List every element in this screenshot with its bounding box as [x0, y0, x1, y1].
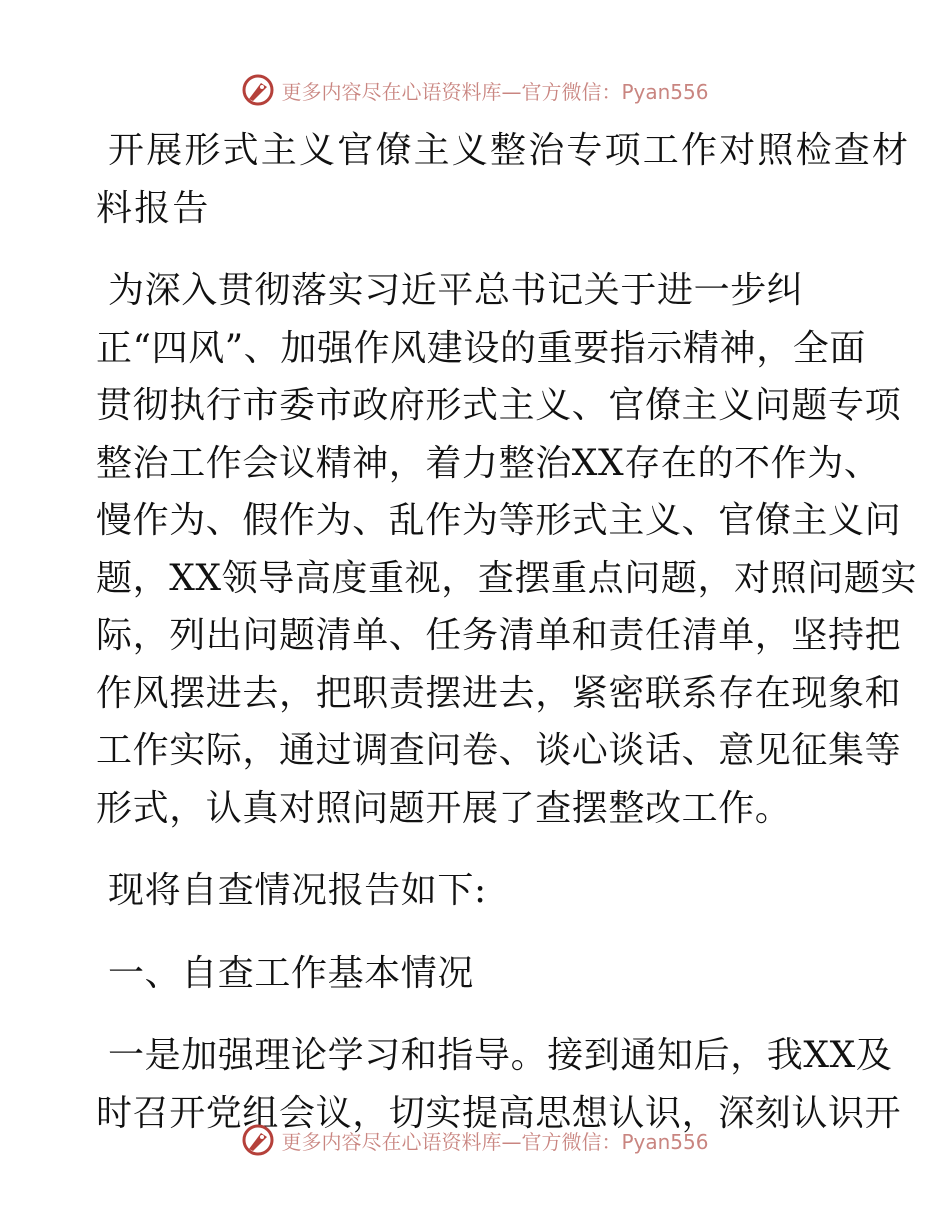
report-intro-line: 现将自查情况报告如下:	[108, 870, 487, 911]
section-heading: 一、自查工作基本情况	[108, 952, 475, 994]
watermark-text: 更多内容尽在心语资料库—官方微信：Pyan556	[281, 79, 709, 104]
intro-paragraph-line: 为深入贯彻落实习近平总书记关于进一步纠	[108, 270, 804, 311]
section-paragraph-line: 时召开党组会议，切实提高思想认识，深刻认识开	[96, 1092, 902, 1134]
document-title-line-2: 料报告	[96, 187, 211, 229]
footer-watermark	[0, 1120, 950, 1160]
intro-paragraph-line: 工作实际，通过调查问卷、谈心谈话、意见征集等	[96, 730, 902, 771]
intro-paragraph-line: 贯彻执行市委市政府形式主义、官僚主义问题专项	[96, 385, 902, 426]
intro-paragraph-line: 际，列出问题清单、任务清单和责任清单，坚持把	[96, 615, 902, 656]
intro-paragraph-line: 作风摆进去，把职责摆进去，紧密联系存在现象和	[96, 672, 902, 714]
document-title-line-1: 开展形式主义官僚主义整治专项工作对照检查材	[108, 130, 911, 171]
watermark-text: 更多内容尽在心语资料库—官方微信：Pyan556	[281, 1129, 709, 1154]
document-body	[96, 122, 918, 1142]
pen-nib-logo-icon	[241, 73, 275, 107]
header-watermark	[0, 70, 950, 110]
intro-paragraph-line: 题，XX领导高度重视，查摆重点问题，对照问题实	[96, 557, 918, 599]
intro-paragraph-line: 形式，认真对照问题开展了查摆整改工作。	[96, 787, 792, 829]
intro-paragraph-line: 整治工作会议精神，着力整治XX存在的不作为、	[96, 442, 881, 484]
pen-nib-logo-icon	[241, 1123, 275, 1157]
section-paragraph-line: 一是加强理论学习和指导。接到通知后，我XX及	[108, 1035, 893, 1076]
intro-paragraph-line: 慢作为、假作为、乱作为等形式主义、官僚主义问	[96, 500, 902, 541]
intro-paragraph-line: 正“四风”、加强作风建设的重要指示精神，全面	[96, 327, 867, 369]
